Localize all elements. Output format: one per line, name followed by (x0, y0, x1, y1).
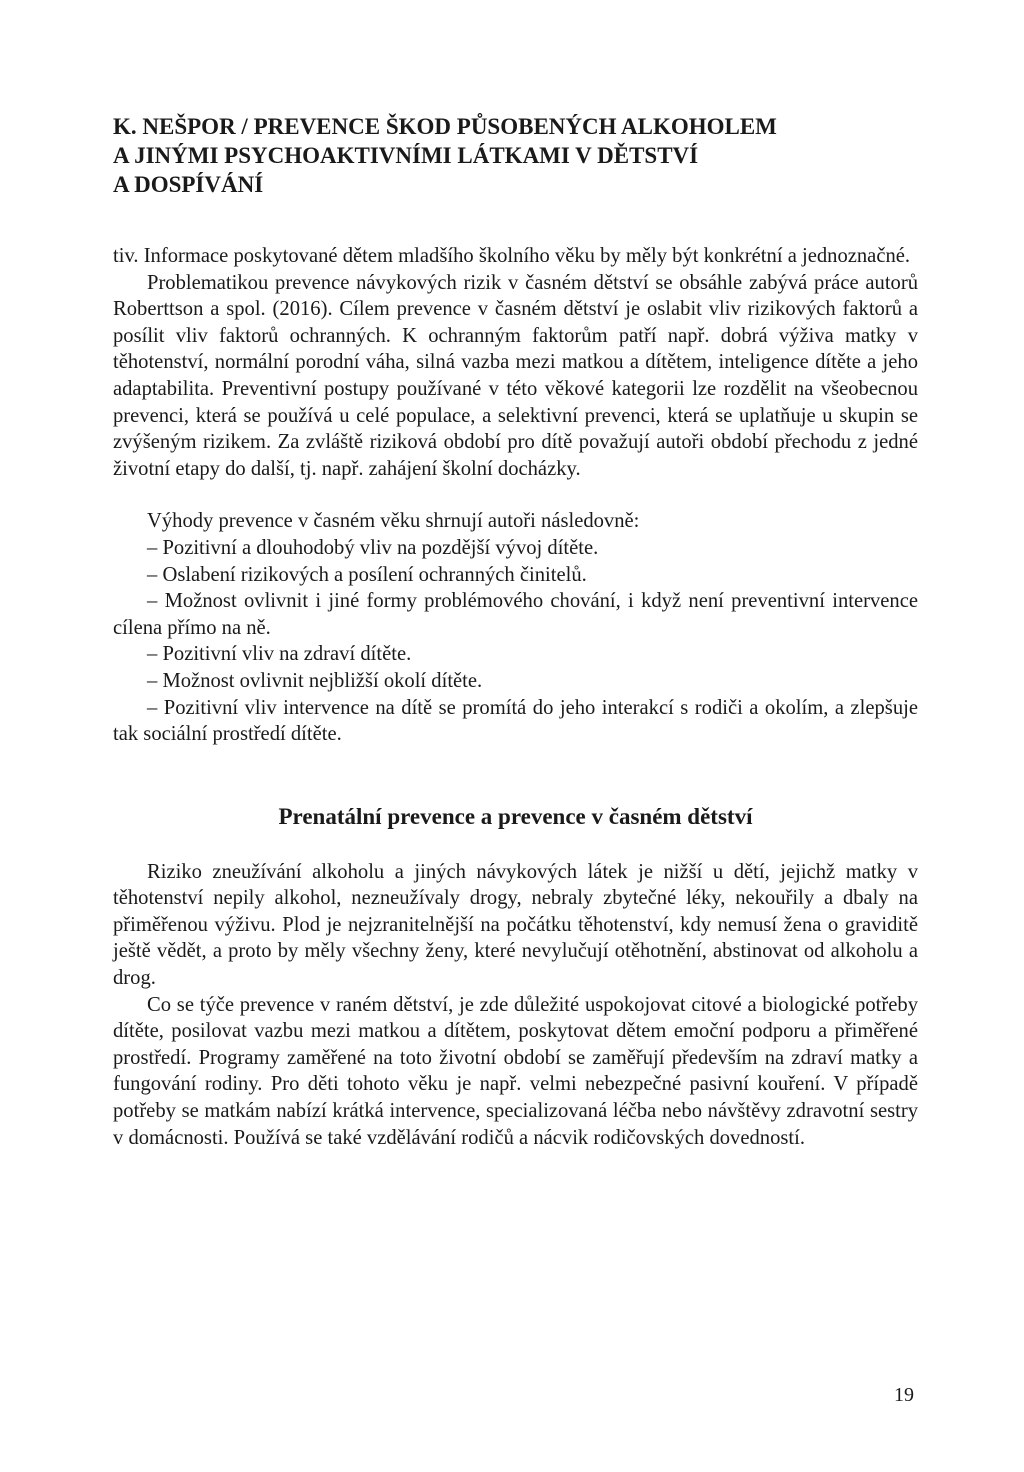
benefits-block (113, 508, 918, 747)
running-header-line-1: K. NEŠPOR / PREVENCE ŠKOD PŮSOBENÝCH ALKOHOLEM (113, 114, 777, 139)
running-header-line-2: A JINÝMI PSYCHOAKTIVNÍMI LÁTKAMI V DĚTSTVÍ (113, 143, 699, 168)
list-item: – Možnost ovlivnit i jiné formy problémového chování, i když není preventivní intervence cílena přímo na ně. (113, 590, 918, 639)
section-paragraph-2: Co se týče prevence v raném dětství, je zde důležité uspokojovat citové a biologické potřeby dítěte, posilovat vazbu mezi matkou a dítětem, poskytovat dětem emoční podporu a přiměřené prostředí. Programy zaměřené na toto životní období se zaměřují především na zdraví matky a fungování rodiny. Pro děti tohoto věku je např. velmi nebezpečné pasivní kouření. V případě potřeby se matkám nabízí krátká intervence, specializovaná léčba nebo návštěvy zdravotní sestry v domácnosti. Používá se také vzdělávání rodičů a nácvik rodičovských dovedností. (113, 993, 918, 1149)
running-header (113, 112, 873, 199)
section-heading: Prenatální prevence a prevence v časném dětství (278, 803, 753, 829)
list-item: – Pozitivní vliv na zdraví dítěte. (147, 643, 412, 666)
list-item: – Pozitivní vliv intervence na dítě se promítá do jeho interakcí s rodiči a okolím, a zlepšuje tak sociální prostředí dítěte. (113, 696, 918, 746)
benefits-lead: Výhody prevence v časném věku shrnují autoři následovně: (147, 510, 640, 533)
list-item: – Oslabení rizikových a posílení ochranných činitelů. (147, 563, 587, 586)
benefits-list (113, 535, 918, 748)
intro-block (113, 243, 918, 482)
section-body (113, 859, 918, 1152)
document-page (113, 112, 918, 1151)
list-item: – Pozitivní a dlouhodobý vliv na pozdější vývoj dítěte. (147, 536, 599, 559)
list-item: – Možnost ovlivnit nejbližší okolí dítěte. (147, 669, 483, 692)
intro-paragraph-continued: tiv. Informace poskytované dětem mladšího školního věku by měly být konkrétní a jednoznačné. (113, 245, 911, 267)
running-header-line-3: A DOSPÍVÁNÍ (113, 172, 264, 197)
intro-paragraph: Problematikou prevence návykových rizik v časném dětství se obsáhle zabývá práce autorů Roberttson a spol. (2016). Cílem prevence v časném dětství je oslabit vliv rizikových faktorů a posílit vliv faktorů ochranných. K ochranným faktorům patří např. dobrá výživa matky v těhotenství, normální porodní váha, silná vazba mezi matkou a dítětem, inteligence dítěte a jeho adaptabilita. Preventivní postupy používané v této věkové kategorii lze rozdělit na všeobecnou prevenci, která se používá u celé populace, a selektivní prevenci, která se uplatňuje u skupin se zvýšeným rizikem. Za zvláště riziková období pro dítě považují autoři období přechodu z jedné životní etapy do další, tj. např. zahájení školní docházky. (113, 271, 918, 480)
section-paragraph-1: Riziko zneužívání alkoholu a jiných návykových látek je nižší u dětí, jejichž matky v těhotenství nepily alkohol, nezneužívaly drogy, nebraly zbytečné léky, nekouřily a dbaly na přiměřenou výživu. Plod je nejzranitelnější na počátku těhotenství, kdy nemusí žena o graviditě ještě vědět, a proto by měly všechny ženy, které nevylučují otěhotnění, abstinovat od alkoholu a drog. (113, 860, 918, 990)
page-number: 19 (894, 1384, 914, 1406)
